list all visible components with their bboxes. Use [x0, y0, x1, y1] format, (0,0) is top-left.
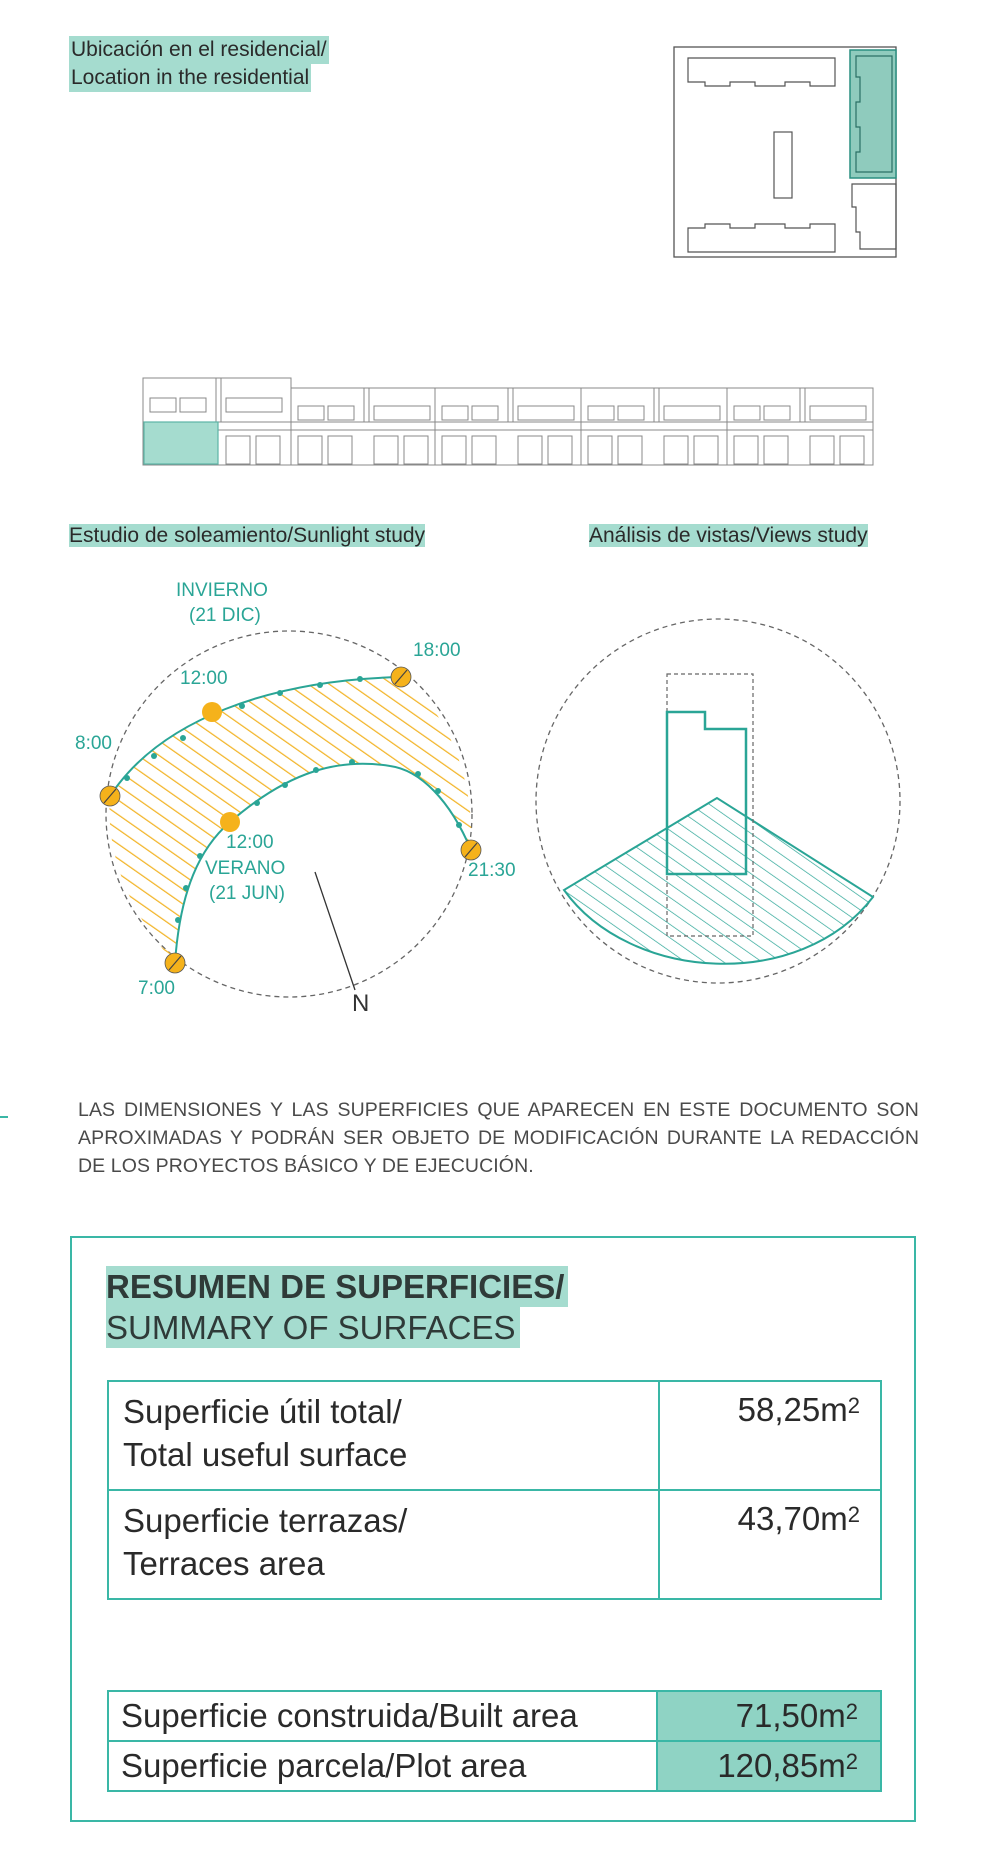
unit-exponent: 2 — [847, 1502, 860, 1527]
row-value: 71,50m — [735, 1697, 846, 1734]
highlighted-unit — [144, 422, 218, 464]
row-value: 58,25m — [737, 1391, 848, 1428]
views-title-es: Análisis de vistas/ — [589, 524, 756, 547]
location-title — [69, 36, 329, 92]
sun-icon — [220, 812, 240, 832]
sunlight-diagram — [90, 620, 510, 1040]
margin-tick — [0, 1116, 8, 1118]
sunlight-title — [69, 524, 425, 548]
disclaimer: LAS DIMENSIONES Y LAS SUPERFICIES QUE APARECEN EN ESTE DOCUMENTO SON APROXIMADAS Y PODRÁN SER OBJETO DE MODIFICACIÓN DURANTE LA REDACCIÓN DE LOS PROYECTOS BÁSICO Y DE EJECUCIÓN. — [78, 1099, 919, 1177]
row-value: 120,85m — [717, 1747, 846, 1784]
summary-title-es: RESUMEN DE SUPERFICIES/ — [106, 1266, 568, 1307]
row-label-es: Superficie construida/ — [121, 1697, 439, 1734]
time-2130: 21:30 — [468, 860, 516, 881]
time-1200-winter: 12:00 — [180, 668, 228, 689]
winter-label: INVIERNO — [176, 580, 268, 601]
summer-label: VERANO — [205, 858, 286, 879]
row-value: 43,70m — [737, 1500, 848, 1537]
table-row — [108, 1691, 881, 1741]
row-label-es: Superficie terrazas/ — [123, 1502, 408, 1539]
row-label-es: Superficie parcela/ — [121, 1747, 395, 1784]
sunlight-title-es: Estudio de soleamiento/ — [69, 524, 294, 547]
unit-exponent: 2 — [847, 1393, 860, 1418]
location-title-es: Ubicación en el residencial/ — [69, 36, 329, 64]
surfaces-table — [107, 1380, 882, 1600]
summer-date: (21 JUN) — [209, 883, 286, 904]
sunlight-title-en: Sunlight study — [293, 524, 426, 547]
views-title — [589, 524, 868, 548]
row-label-en: Total useful surface — [123, 1436, 408, 1473]
building-elevation — [142, 374, 882, 470]
time-800: 8:00 — [75, 733, 112, 754]
views-title-en: Views study — [755, 524, 868, 547]
view-cone — [564, 798, 873, 964]
row-label-en: Built area — [438, 1697, 578, 1734]
row-label-en: Terraces area — [123, 1545, 325, 1582]
summary-title-en: SUMMARY OF SURFACES — [106, 1307, 520, 1348]
unit-exponent: 2 — [845, 1749, 858, 1774]
table-row — [108, 1741, 881, 1791]
time-1800: 18:00 — [413, 640, 461, 661]
location-title-en: Location in the residential — [69, 64, 311, 92]
table-row — [108, 1490, 881, 1599]
north-label: N — [352, 990, 370, 1017]
row-label-en: Plot area — [394, 1747, 527, 1784]
views-diagram — [530, 612, 910, 992]
sun-icon — [202, 702, 222, 722]
table-row — [108, 1381, 881, 1490]
winter-date: (21 DIC) — [189, 605, 261, 626]
areas-table — [107, 1690, 882, 1792]
summary-title — [106, 1266, 568, 1348]
site-plan — [660, 42, 910, 264]
time-1200-summer: 12:00 — [226, 832, 274, 853]
time-700: 7:00 — [138, 978, 175, 999]
unit-exponent: 2 — [845, 1699, 858, 1724]
row-label-es: Superficie útil total/ — [123, 1393, 402, 1430]
north-line — [315, 872, 355, 990]
